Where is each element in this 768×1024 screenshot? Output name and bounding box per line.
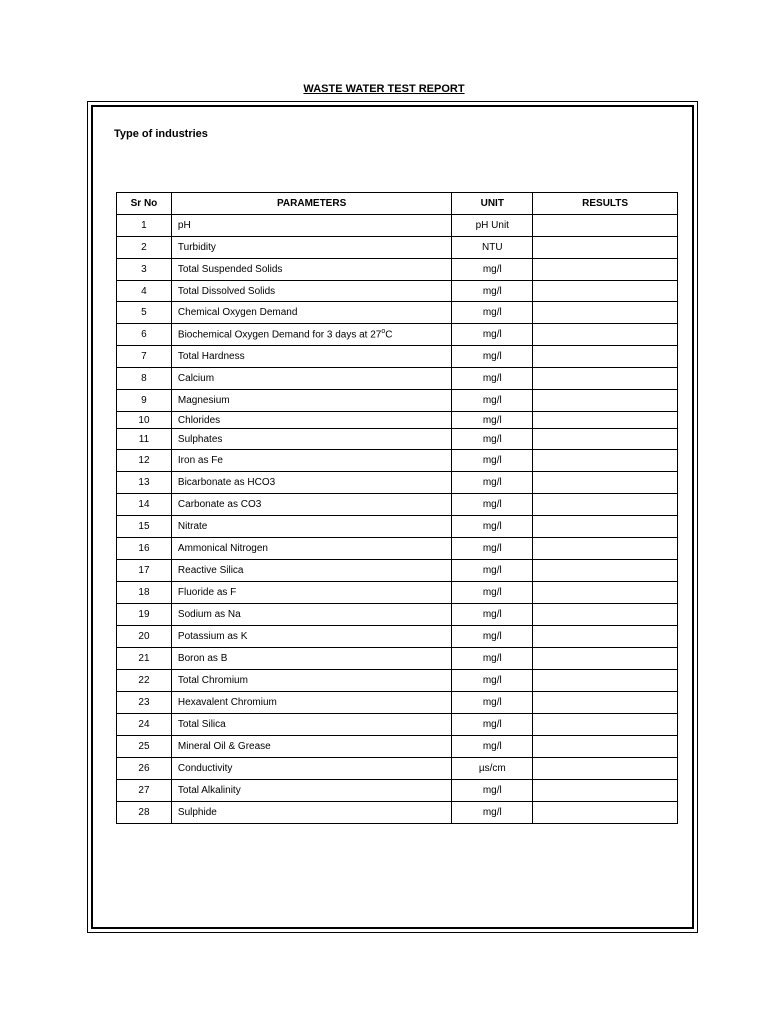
- row-sr-no: 3: [117, 259, 172, 281]
- row-unit: mg/l: [452, 429, 533, 450]
- row-unit: mg/l: [452, 281, 533, 302]
- row-result: [533, 582, 678, 604]
- row-result: [533, 215, 678, 237]
- row-unit: mg/l: [452, 648, 533, 670]
- table-row: [117, 736, 678, 758]
- row-sr-no: 4: [117, 281, 172, 302]
- table-body: [117, 215, 678, 824]
- row-parameter: Total Suspended Solids: [171, 259, 451, 281]
- table-row: [117, 237, 678, 259]
- table-row: [117, 429, 678, 450]
- row-sr-no: 19: [117, 604, 172, 626]
- row-unit: mg/l: [452, 324, 533, 346]
- table-row: [117, 215, 678, 237]
- row-sr-no: 20: [117, 626, 172, 648]
- row-parameter: Biochemical Oxygen Demand for 3 days at 27$^o$C: [171, 324, 451, 346]
- table-row: [117, 604, 678, 626]
- row-sr-no: 28: [117, 802, 172, 824]
- row-unit: mg/l: [452, 346, 533, 368]
- row-sr-no: 13: [117, 472, 172, 494]
- row-unit: mg/l: [452, 736, 533, 758]
- row-result: [533, 368, 678, 390]
- row-parameter: Fluoride as F: [171, 582, 451, 604]
- row-parameter: Hexavalent Chromium: [171, 692, 451, 714]
- row-sr-no: 16: [117, 538, 172, 560]
- row-result: [533, 670, 678, 692]
- row-sr-no: 7: [117, 346, 172, 368]
- row-unit: mg/l: [452, 714, 533, 736]
- row-sr-no: 18: [117, 582, 172, 604]
- row-parameter: Total Chromium: [171, 670, 451, 692]
- row-result: [533, 802, 678, 824]
- row-parameter: Turbidity: [171, 237, 451, 259]
- row-result: [533, 324, 678, 346]
- row-unit: mg/l: [452, 560, 533, 582]
- table-row: [117, 780, 678, 802]
- header-sr-no: Sr No: [117, 193, 172, 215]
- table-row: [117, 758, 678, 780]
- table-row: [117, 390, 678, 412]
- row-result: [533, 346, 678, 368]
- row-sr-no: 6: [117, 324, 172, 346]
- row-parameter: Total Silica: [171, 714, 451, 736]
- row-result: [533, 412, 678, 429]
- row-result: [533, 237, 678, 259]
- row-sr-no: 11: [117, 429, 172, 450]
- row-result: [533, 736, 678, 758]
- row-sr-no: 2: [117, 237, 172, 259]
- row-result: [533, 302, 678, 324]
- row-parameter: Magnesium: [171, 390, 451, 412]
- row-unit: mg/l: [452, 412, 533, 429]
- row-unit: NTU: [452, 237, 533, 259]
- row-sr-no: 27: [117, 780, 172, 802]
- row-sr-no: 22: [117, 670, 172, 692]
- row-unit: mg/l: [452, 604, 533, 626]
- row-sr-no: 14: [117, 494, 172, 516]
- table-row: [117, 582, 678, 604]
- table-row: [117, 516, 678, 538]
- table-row: [117, 494, 678, 516]
- row-sr-no: 21: [117, 648, 172, 670]
- table-row: [117, 802, 678, 824]
- row-parameter: Chlorides: [171, 412, 451, 429]
- row-parameter: Conductivity: [171, 758, 451, 780]
- table-row: [117, 560, 678, 582]
- header-unit: UNIT: [452, 193, 533, 215]
- table-row: [117, 346, 678, 368]
- table-row: [117, 368, 678, 390]
- row-unit: mg/l: [452, 302, 533, 324]
- row-result: [533, 604, 678, 626]
- row-sr-no: 12: [117, 450, 172, 472]
- row-parameter: Reactive Silica: [171, 560, 451, 582]
- row-unit: mg/l: [452, 472, 533, 494]
- table-header-row: [117, 193, 678, 215]
- row-parameter: Mineral Oil & Grease: [171, 736, 451, 758]
- report-title: [0, 83, 768, 95]
- table-row: [117, 259, 678, 281]
- row-unit: mg/l: [452, 259, 533, 281]
- row-sr-no: 24: [117, 714, 172, 736]
- row-unit: mg/l: [452, 494, 533, 516]
- header-results: RESULTS: [533, 193, 678, 215]
- row-parameter: pH: [171, 215, 451, 237]
- row-unit: mg/l: [452, 780, 533, 802]
- row-unit: mg/l: [452, 538, 533, 560]
- row-parameter: Potassium as K: [171, 626, 451, 648]
- row-unit: µs/cm: [452, 758, 533, 780]
- row-parameter: Carbonate as CO3: [171, 494, 451, 516]
- row-parameter: Total Dissolved Solids: [171, 281, 451, 302]
- row-result: [533, 626, 678, 648]
- row-result: [533, 429, 678, 450]
- row-result: [533, 692, 678, 714]
- row-sr-no: 23: [117, 692, 172, 714]
- row-unit: mg/l: [452, 582, 533, 604]
- row-parameter: Calcium: [171, 368, 451, 390]
- header-parameters: PARAMETERS: [171, 193, 451, 215]
- row-result: [533, 494, 678, 516]
- row-sr-no: 1: [117, 215, 172, 237]
- row-sr-no: 25: [117, 736, 172, 758]
- row-parameter: Iron as Fe: [171, 450, 451, 472]
- row-sr-no: 17: [117, 560, 172, 582]
- industry-type-label: Type of industries: [114, 128, 208, 140]
- row-result: [533, 450, 678, 472]
- row-parameter: Nitrate: [171, 516, 451, 538]
- row-parameter: Ammonical Nitrogen: [171, 538, 451, 560]
- table-row: [117, 450, 678, 472]
- row-unit: mg/l: [452, 516, 533, 538]
- row-sr-no: 15: [117, 516, 172, 538]
- row-parameter: Chemical Oxygen Demand: [171, 302, 451, 324]
- row-result: [533, 648, 678, 670]
- row-result: [533, 259, 678, 281]
- row-sr-no: 8: [117, 368, 172, 390]
- row-unit: mg/l: [452, 450, 533, 472]
- table-row: [117, 472, 678, 494]
- parameters-table: [116, 192, 678, 824]
- table-row: [117, 648, 678, 670]
- table-row: [117, 412, 678, 429]
- row-result: [533, 714, 678, 736]
- table-row: [117, 538, 678, 560]
- table-row: [117, 714, 678, 736]
- row-parameter: Bicarbonate as HCO3: [171, 472, 451, 494]
- table-row: [117, 302, 678, 324]
- table-row: [117, 281, 678, 302]
- row-parameter: Boron as B: [171, 648, 451, 670]
- row-parameter: Sulphates: [171, 429, 451, 450]
- table-row: [117, 626, 678, 648]
- row-result: [533, 516, 678, 538]
- row-sr-no: 9: [117, 390, 172, 412]
- row-unit: mg/l: [452, 368, 533, 390]
- row-parameter: Sodium as Na: [171, 604, 451, 626]
- row-sr-no: 26: [117, 758, 172, 780]
- degree-superscript: o: [381, 328, 386, 336]
- row-parameter: Total Hardness: [171, 346, 451, 368]
- row-sr-no: 10: [117, 412, 172, 429]
- row-result: [533, 390, 678, 412]
- row-unit: mg/l: [452, 802, 533, 824]
- row-result: [533, 538, 678, 560]
- row-unit: mg/l: [452, 692, 533, 714]
- row-sr-no: 5: [117, 302, 172, 324]
- row-parameter: Total Alkalinity: [171, 780, 451, 802]
- row-unit: mg/l: [452, 670, 533, 692]
- table-row: [117, 692, 678, 714]
- table-row: [117, 324, 678, 346]
- row-unit: mg/l: [452, 390, 533, 412]
- report-title-text: WASTE WATER TEST REPORT: [303, 83, 465, 95]
- row-result: [533, 560, 678, 582]
- row-result: [533, 281, 678, 302]
- row-result: [533, 780, 678, 802]
- row-unit: mg/l: [452, 626, 533, 648]
- row-unit: pH Unit: [452, 215, 533, 237]
- row-parameter: Sulphide: [171, 802, 451, 824]
- table-row: [117, 670, 678, 692]
- row-result: [533, 472, 678, 494]
- row-result: [533, 758, 678, 780]
